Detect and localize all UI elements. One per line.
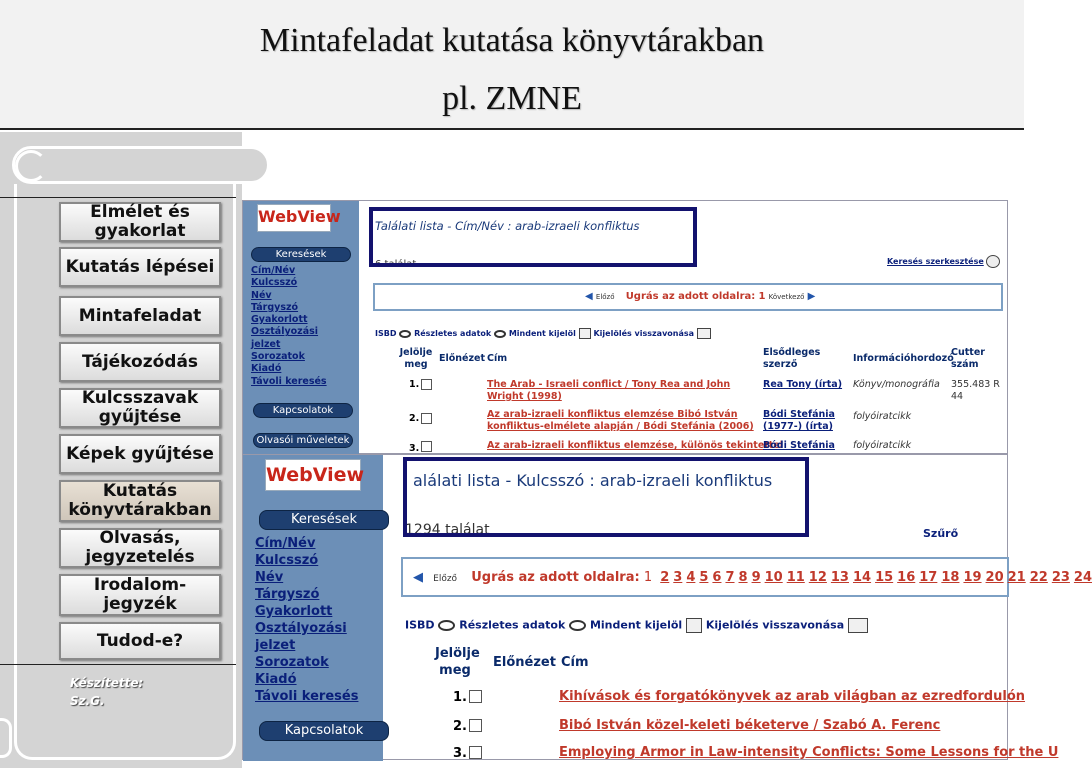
col-header-mark: Jelölje meg xyxy=(399,347,433,370)
searches-heading: Keresések xyxy=(259,510,389,530)
row-checkbox[interactable] xyxy=(421,413,432,424)
details-button[interactable]: Részletes adatok xyxy=(414,329,492,338)
nav-button-kulcsszavak[interactable]: Kulcsszavak gyűjtése xyxy=(59,388,221,428)
page-link[interactable]: 11 xyxy=(786,570,805,585)
row-title-link[interactable]: Az arab-izraeli konfliktus elemzése, különös tekintettel xyxy=(487,440,784,451)
row-number: 2. xyxy=(453,719,467,734)
highlight-box xyxy=(403,457,809,537)
page-number: 1 xyxy=(758,291,766,302)
sidebar-link-osztalyozasi[interactable]: Osztályozási xyxy=(251,326,319,338)
page-links xyxy=(656,570,1092,585)
sidebar-link-jelzet[interactable]: jelzet xyxy=(251,338,281,350)
row-author-link[interactable]: Bódi Stefánia (1977-) (írta) xyxy=(763,409,835,432)
sidebar-link-sorozatok[interactable]: Sorozatok xyxy=(255,655,329,670)
deselect-button[interactable]: Kijelölés visszavonása xyxy=(705,618,845,632)
search-edit-link[interactable]: Keresés szerkesztése xyxy=(887,257,984,266)
eye-icon[interactable] xyxy=(399,330,411,338)
sidebar-link-targyszo[interactable]: Tárgyszó xyxy=(251,301,299,313)
page-link[interactable]: 22 xyxy=(1029,570,1048,585)
details-button[interactable]: Részletes adatok xyxy=(459,618,566,632)
select-all-button[interactable]: Mindent kijelöl xyxy=(508,329,576,338)
row-checkbox[interactable] xyxy=(469,746,482,759)
webview-screenshot-cim-nev xyxy=(242,200,1008,454)
frame-corner-decoration xyxy=(0,718,12,758)
nav-button-irodalomjegyzek[interactable]: Irodalom-jegyzék xyxy=(59,574,221,616)
sidebar-link-targyszo[interactable]: Tárgyszó xyxy=(255,587,320,602)
connections-button[interactable]: Kapcsolatok xyxy=(253,403,353,418)
eye-icon[interactable] xyxy=(569,620,586,631)
sidebar-link-sorozatok[interactable]: Sorozatok xyxy=(251,351,305,363)
row-checkbox[interactable] xyxy=(421,441,432,452)
search-edit-icon[interactable] xyxy=(986,255,1000,268)
nav-button-kepek[interactable]: Képek gyűjtése xyxy=(59,434,221,474)
table-row xyxy=(243,377,1009,407)
sidebar-link-kiado[interactable]: Kiadó xyxy=(255,672,297,687)
slide-title-line2: pl. ZMNE xyxy=(442,80,582,117)
result-list-title: Találati lista - Cím/Név : arab-izraeli konfliktus xyxy=(375,219,640,233)
table-row xyxy=(243,409,1009,439)
next-link[interactable]: Következő xyxy=(768,293,805,301)
slide-title xyxy=(0,0,1024,130)
sidebar-link-gyakorlott[interactable]: Gyakorlott xyxy=(251,314,308,326)
webview-logo: WebView xyxy=(265,459,361,491)
row-cutter: 355.483 R 44 xyxy=(951,379,1000,402)
reader-operations-button[interactable]: Olvasói műveletek xyxy=(253,433,353,448)
row-author-link[interactable]: Bódi Stefánia xyxy=(763,440,835,451)
sidebar-link-kulcsszo[interactable]: Kulcsszó xyxy=(251,277,298,289)
row-title-link[interactable]: Kihívások és forgatókönyvek az arab világban az ezredfordulón xyxy=(559,689,1026,704)
pager-bar xyxy=(373,283,1003,311)
page-link[interactable]: 16 xyxy=(897,570,916,585)
page-link[interactable]: 6 xyxy=(712,570,722,585)
sidebar-link-tavoli-kereses[interactable]: Távoli keresés xyxy=(251,375,327,387)
slide-title-line1: Mintafeladat kutatása könyvtárakban xyxy=(259,22,765,59)
pager xyxy=(585,291,815,302)
jump-label: Ugrás az adott oldalra: xyxy=(471,570,640,585)
col-header-title: Cím xyxy=(561,655,589,670)
page-current: 1 xyxy=(643,570,653,585)
sidebar-link-cim-nev[interactable]: Cím/Név xyxy=(251,265,296,276)
credits-line2: Sz.G. xyxy=(70,694,105,708)
nav-button-kutatas-lepesei[interactable]: Kutatás lépései xyxy=(59,247,221,287)
nav-button-olvasas[interactable]: Olvasás, jegyzetelés xyxy=(59,528,221,568)
sidebar-link-osztalyozasi[interactable]: Osztályozási xyxy=(255,621,347,636)
filter-link[interactable]: Szűrő xyxy=(923,527,959,540)
select-icon[interactable] xyxy=(579,328,591,339)
page-link[interactable]: 19 xyxy=(963,570,982,585)
next-arrow-icon[interactable]: ▶ xyxy=(807,291,816,302)
page-link[interactable]: 4 xyxy=(686,570,696,585)
page-link[interactable]: 15 xyxy=(875,570,894,585)
hit-count: 1294 találat xyxy=(405,522,490,538)
pager-bar xyxy=(401,557,1092,597)
sidebar-link-gyakorlott[interactable]: Gyakorlott xyxy=(255,604,333,619)
scroll-decoration xyxy=(12,146,270,184)
nav-button-tudod-e[interactable]: Tudod-e? xyxy=(59,622,221,660)
table-row xyxy=(243,439,1009,455)
row-number: 3. xyxy=(409,443,420,454)
searches-heading: Keresések xyxy=(251,247,351,262)
divider xyxy=(0,664,236,665)
credits xyxy=(70,674,143,710)
page-link[interactable]: 2 xyxy=(660,570,670,585)
col-header-mark: Jelölje meg xyxy=(435,646,480,678)
sidebar-link-jelzet[interactable]: jelzet xyxy=(255,638,296,653)
scroll-curl-decoration xyxy=(15,150,47,182)
isbd-button[interactable]: ISBD xyxy=(405,618,435,632)
row-title-link[interactable]: The Arab - Israeli conflict / Tony Rea and John Wright (1998) xyxy=(487,379,731,402)
pager xyxy=(413,570,1092,585)
prev-arrow-icon[interactable]: ◀ xyxy=(585,291,593,302)
eye-icon[interactable] xyxy=(494,330,506,338)
page-link[interactable]: 17 xyxy=(919,570,938,585)
page-link[interactable]: 14 xyxy=(852,570,872,585)
row-number: 2. xyxy=(409,413,420,424)
sidebar-link-tavoli-kereses[interactable]: Távoli keresés xyxy=(255,689,359,704)
page-link[interactable]: 12 xyxy=(808,570,827,585)
page-link[interactable]: 5 xyxy=(699,570,709,585)
page-link[interactable]: 7 xyxy=(725,570,735,585)
prev-link[interactable]: Előző xyxy=(595,293,615,301)
page-link[interactable]: 13 xyxy=(830,570,849,585)
row-number: 3. xyxy=(453,746,467,761)
sidebar-link-nev[interactable]: Név xyxy=(255,570,284,585)
col-header-author: Elsődleges szerző xyxy=(763,347,821,370)
webview-screenshot-kulcsszo xyxy=(242,454,1092,761)
table-row xyxy=(243,687,1026,709)
page-link[interactable]: 3 xyxy=(673,570,683,585)
col-header-title: Cím xyxy=(487,353,508,364)
sidebar-link-kiado[interactable]: Kiadó xyxy=(251,363,282,375)
row-medium: folyóiratcikk xyxy=(853,440,912,451)
credits-line1: Készítette: xyxy=(70,676,144,690)
sidebar-link-cim-nev[interactable]: Cím/Név xyxy=(255,536,316,551)
table-row xyxy=(243,743,1059,761)
row-checkbox[interactable] xyxy=(469,690,482,703)
row-checkbox[interactable] xyxy=(421,379,432,390)
row-title-link[interactable]: Employing Armor in Law-intensity Conflicts: Some Lessons for the U xyxy=(559,745,1059,760)
divider xyxy=(0,197,236,198)
sidebar-link-kulcsszo[interactable]: Kulcsszó xyxy=(255,553,319,568)
result-toolbar xyxy=(405,618,868,633)
col-header-cutter: Cutter szám xyxy=(951,347,985,370)
nav-button-mintafeladat[interactable]: Mintafeladat xyxy=(59,296,221,336)
result-list-title: alálati lista - Kulcsszó : arab-izraeli konfliktus xyxy=(413,471,773,490)
page-link[interactable]: 18 xyxy=(941,570,960,585)
connections-button[interactable]: Kapcsolatok xyxy=(259,721,389,741)
row-number: 1. xyxy=(453,690,467,705)
col-header-preview: Előnézet xyxy=(439,353,485,364)
row-title-link[interactable]: Bibó István közel-keleti béketerve / Szabó A. Ferenc xyxy=(559,718,941,733)
isbd-button[interactable]: ISBD xyxy=(375,329,397,338)
highlight-box xyxy=(369,207,697,267)
page-link[interactable]: 10 xyxy=(764,570,783,585)
nav-button-kutatas-konyvtarakban[interactable]: Kutatás könyvtárakban xyxy=(59,480,221,522)
prev-link[interactable]: Előző xyxy=(433,574,458,584)
row-author-link[interactable]: Rea Tony (írta) xyxy=(763,379,843,390)
page-link[interactable]: 20 xyxy=(985,570,1004,585)
deselect-icon[interactable] xyxy=(848,618,868,633)
deselect-button[interactable]: Kijelölés visszavonása xyxy=(593,329,695,338)
page-link[interactable]: 21 xyxy=(1007,570,1026,585)
row-medium: folyóiratcikk xyxy=(853,411,912,422)
page-link[interactable]: 24 xyxy=(1073,570,1092,585)
table-row xyxy=(243,716,1009,738)
sidebar-link-nev[interactable]: Név xyxy=(251,289,272,301)
jump-label: Ugrás az adott oldalra: xyxy=(625,291,756,302)
deselect-icon[interactable] xyxy=(697,328,711,339)
nav-button-tajekozodas[interactable]: Tájékozódás xyxy=(59,342,221,382)
webview-logo: WebView xyxy=(257,204,331,232)
page-link[interactable]: 23 xyxy=(1051,570,1070,585)
row-checkbox[interactable] xyxy=(469,719,482,732)
eye-icon[interactable] xyxy=(438,620,455,631)
col-header-preview: Előnézet xyxy=(493,655,556,670)
nav-button-elmelet[interactable]: Elmélet és gyakorlat xyxy=(59,202,221,242)
select-icon[interactable] xyxy=(686,618,702,633)
prev-arrow-icon[interactable]: ◀ xyxy=(413,570,423,585)
page-link[interactable]: 8 xyxy=(738,570,748,585)
page-link[interactable]: 9 xyxy=(751,570,761,585)
row-number: 1. xyxy=(409,379,420,390)
select-all-button[interactable]: Mindent kijelöl xyxy=(589,618,683,632)
col-header-medium: Információhordozó xyxy=(853,353,954,364)
result-toolbar xyxy=(375,328,711,339)
row-medium: Könyv/monográfia xyxy=(853,379,940,390)
hit-count: 6 találat xyxy=(375,259,417,270)
row-title-link[interactable]: Az arab-izraeli konfliktus elemzése Bibó István konfliktus-elmélete alapján / Bódi Stefánia (2006) xyxy=(487,409,754,432)
